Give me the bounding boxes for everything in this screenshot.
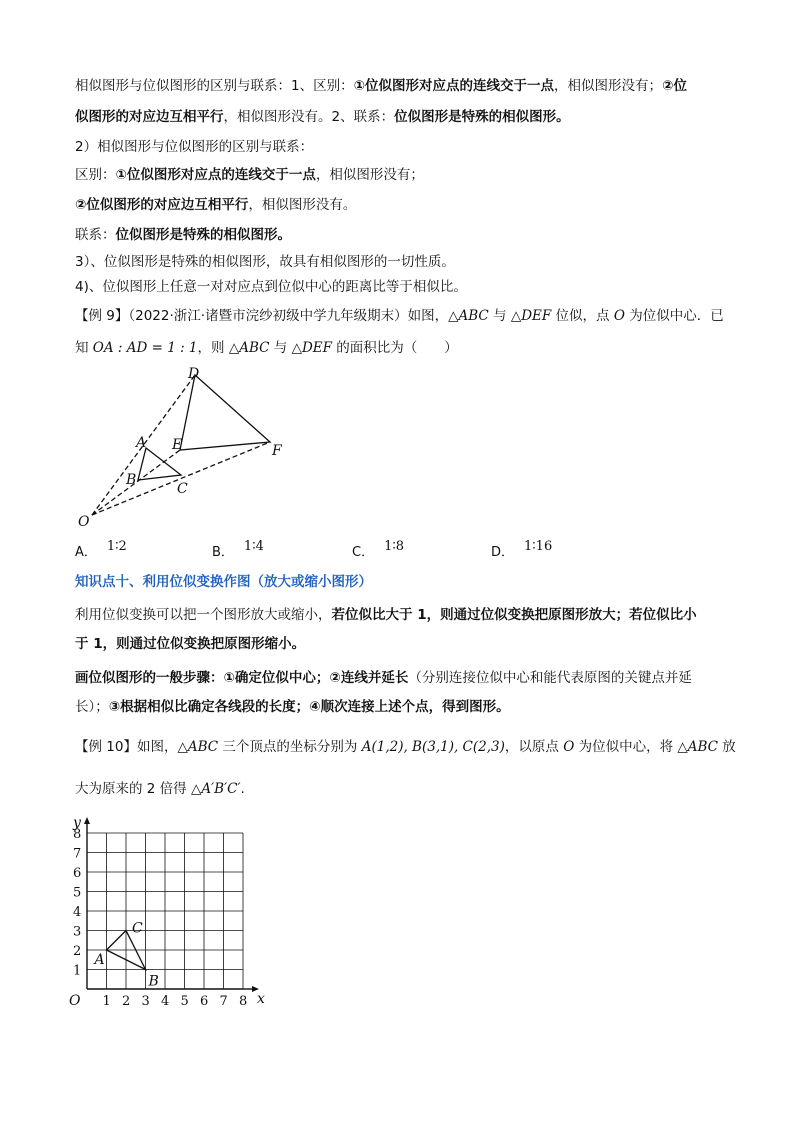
vertex-label-b: B	[148, 973, 159, 990]
y-tick-label: 8	[73, 827, 82, 842]
para-diff-1: 相似图形与位似图形的区别与联系：1、区别：①位似图形对应点的连线交于一点，相似图形没有；②位	[75, 78, 687, 94]
y-axis-arrow	[84, 817, 90, 824]
option-c[interactable]: C． 1∶8	[352, 539, 405, 560]
vertex-label-a: A	[94, 952, 105, 968]
para-property-3: 3）、位似图形是特殊的相似图形，故具有相似图形的一切性质。	[75, 254, 455, 270]
y-tick-label: 3	[73, 924, 82, 940]
label-b: B	[126, 472, 137, 488]
para-relation: 联系：位似图形是特殊的相似图形。	[75, 227, 291, 243]
triangle-def	[180, 375, 270, 450]
x-axis-label: x	[257, 991, 265, 1007]
y-tick-label: 5	[73, 885, 82, 901]
option-a[interactable]: A． 1∶2	[75, 539, 127, 560]
y-tick-label: 6	[73, 866, 82, 881]
para-steps-1: 画位似图形的一般步骤：①确定位似中心；②连线并延长（分别连接位似中心和能代表原图的关键点并延	[75, 670, 692, 686]
para-diff-2-b: ②位似图形的对应边互相平行，相似图形没有。	[75, 197, 357, 213]
example-9-line-2: 知 OA : AD = 1 : 1，则 △ABC 与 △DEF 的面积比为（ ）	[75, 340, 458, 356]
label-c: C	[177, 481, 188, 497]
example-10-line-2: 大为原来的 2 倍得 △A′B′C′.	[75, 781, 245, 797]
para-scaling-1: 利用位似变换可以把一个图形放大或缩小，若位似比大于 1，则通过位似变换把原图形放大；若位似比小	[75, 607, 697, 623]
x-tick-label: 5	[180, 994, 189, 1009]
x-tick-label: 3	[141, 994, 150, 1009]
label-o: O	[78, 514, 90, 530]
x-tick-label: 4	[161, 994, 170, 1009]
x-tick-label: 7	[219, 994, 228, 1009]
option-b[interactable]: B． 1∶4	[212, 539, 264, 560]
para-diff-2-a: 区别：①位似图形对应点的连线交于一点，相似图形没有；	[75, 167, 424, 183]
x-tick-label: 2	[122, 994, 131, 1009]
origin-label: O	[69, 993, 81, 1009]
x-tick-label: 6	[200, 994, 209, 1009]
homothety-figure	[70, 360, 300, 535]
y-tick-label: 7	[73, 846, 82, 862]
x-tick-label: 8	[239, 994, 248, 1009]
label-d: D	[188, 366, 200, 382]
para-diff-2-heading: 2）相似图形与位似图形的区别与联系：	[75, 139, 314, 155]
label-f: F	[272, 443, 282, 459]
x-tick-label: 1	[102, 994, 111, 1009]
option-d[interactable]: D． 1∶16	[491, 539, 553, 560]
para-scaling-2: 于 1，则通过位似变换把原图形缩小。	[75, 636, 306, 652]
y-axis-label: y	[73, 815, 81, 831]
coordinate-grid	[60, 800, 280, 1015]
label-a: A	[136, 435, 147, 451]
y-tick-label: 2	[73, 944, 82, 959]
section-heading-kp10: 知识点十、利用位似变换作图（放大或缩小图形）	[75, 574, 372, 590]
para-diff-1-cont: 似图形的对应边互相平行，相似图形没有。2、联系：位似图形是特殊的相似图形。	[75, 109, 570, 125]
y-tick-label: 1	[73, 963, 82, 979]
example-9-line-1: 【例 9】（2022·浙江·诸暨市浣纱初级中学九年级期末）如图，△ABC 与 △DEF 位似，点 O 为位似中心．已	[75, 308, 724, 324]
label-e: E	[172, 437, 183, 453]
y-tick-label: 4	[73, 905, 82, 920]
para-steps-2: 长）；③根据相似比确定各线段的长度；④顺次连接上述个点，得到图形。	[75, 699, 510, 715]
example-10-line-1: 【例 10】如图，△ABC 三个顶点的坐标分别为 A(1,2), B(3,1), C(2,3)，以原点 O 为位似中心，将 △ABC 放	[75, 739, 736, 755]
vertex-label-c: C	[132, 920, 143, 937]
para-property-4: 4)、位似图形上任意一对对应点到位似中心的距离比等于相似比。	[75, 279, 467, 295]
